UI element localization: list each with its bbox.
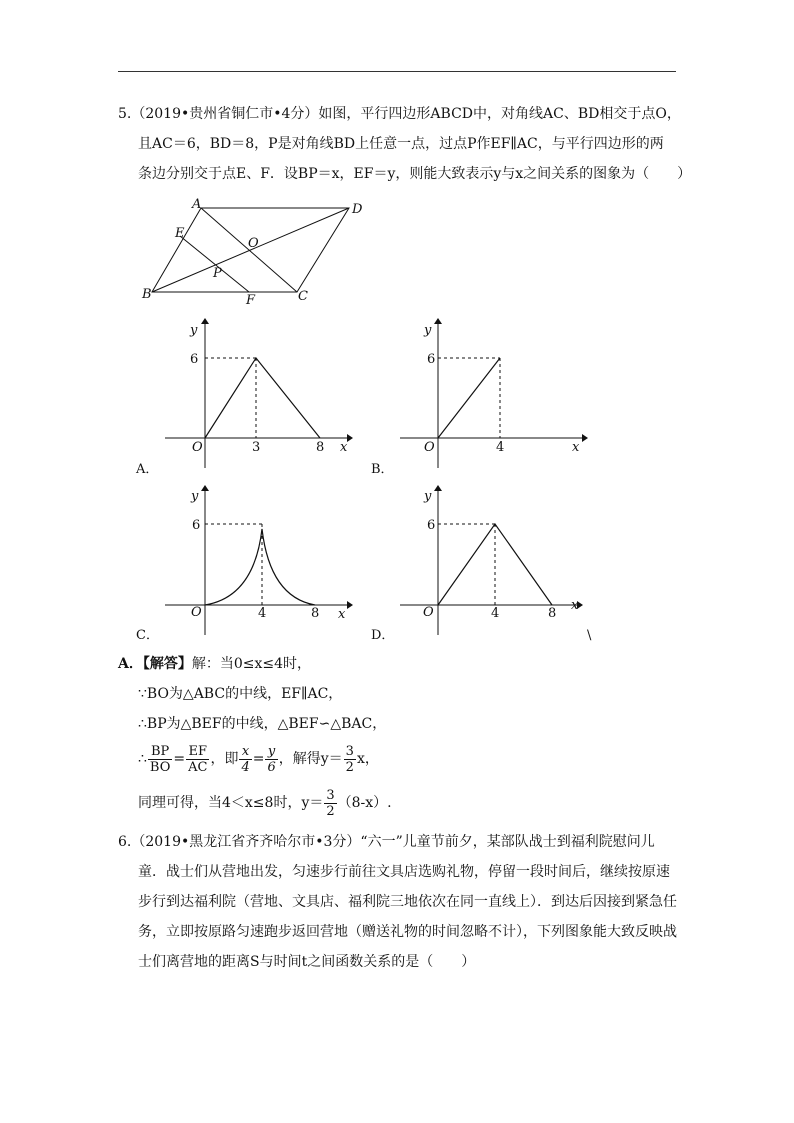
q6-line-2: 童．战士们从营地出发，匀速步行前往文具店选购礼物，停留一段时间后，继续按原速	[138, 864, 670, 880]
header-rule	[118, 71, 676, 72]
graph-c	[130, 485, 360, 645]
fraction-3-2-b	[324, 788, 336, 819]
graph-c-x-tick-1: 4	[258, 606, 267, 621]
graph-d	[365, 485, 605, 645]
graph-b-y-label: y	[424, 323, 432, 338]
fraction-3-2	[344, 744, 356, 775]
label-b: B	[142, 287, 152, 302]
graph-b-curve	[438, 358, 500, 438]
solution-line-3: ∴BP为△BEF的中线，△BEF∽△BAC，	[138, 716, 387, 732]
solution-line-5	[138, 786, 392, 820]
therefore-symbol: ∴	[138, 751, 147, 767]
q5-line-3: 条边分别交于点E、F．设BP＝x，EF＝y，则能大致表示y与x之间关系的图象为（ ）	[138, 166, 692, 182]
graph-a	[130, 318, 360, 478]
option-b-label: B．	[371, 462, 394, 477]
label-d: D	[352, 202, 363, 217]
graph-c-curve	[205, 529, 315, 605]
graph-c-x-tick-2: 8	[311, 606, 320, 621]
option-d-label: D．	[371, 628, 395, 643]
frac-den: 2	[345, 759, 354, 775]
frac-num: y	[265, 744, 277, 760]
graph-d-x-tick-2: 8	[548, 606, 557, 621]
graph-d-x-tick-1: 4	[491, 606, 500, 621]
graph-d-origin: O	[423, 605, 434, 620]
graph-d-y-label: y	[424, 489, 432, 504]
fraction-y-6	[265, 744, 277, 775]
frac-den: 4	[241, 759, 250, 775]
label-e: E	[175, 226, 185, 241]
text-tail: （8-x）.	[337, 795, 392, 811]
graph-a-origin: O	[192, 440, 203, 455]
solution-line-4	[138, 742, 379, 776]
solution-line-1	[118, 654, 311, 674]
graph-a-x-tick-2: 8	[316, 440, 325, 455]
frac-num: 3	[345, 743, 354, 759]
graph-b-y-tick: 6	[427, 352, 436, 367]
graph-b-x-label: x	[572, 440, 580, 455]
graph-c-y-tick: 6	[192, 518, 201, 533]
parallelogram-figure	[130, 192, 380, 310]
text-solve: ，解得y＝	[278, 751, 343, 767]
frac-den: AC	[188, 759, 208, 775]
graph-a-curve	[205, 358, 320, 438]
equals-sign: =	[252, 751, 265, 767]
graph-a-x-label: x	[340, 440, 348, 455]
graph-a-x-tick-1: 3	[252, 440, 261, 455]
fraction-ef-ac	[186, 744, 209, 775]
graph-c-origin: O	[191, 605, 202, 620]
answer-label: A．	[118, 656, 143, 672]
q5-line-2: 且AC＝6，BD＝8，P是对角线BD上任意一点，过点P作EF∥AC，与平行四边形的两	[138, 136, 664, 152]
label-p: P	[213, 266, 222, 281]
graph-b-x-tick-1: 4	[496, 440, 505, 455]
segment-ef	[180, 236, 249, 292]
frac-num: BP	[148, 744, 172, 760]
graph-a-y-tick: 6	[190, 352, 199, 367]
label-c: C	[298, 289, 308, 304]
label-o: O	[248, 236, 259, 251]
graph-d-y-tick: 6	[427, 518, 436, 533]
frac-den: 2	[326, 803, 335, 819]
frac-den: BO	[149, 759, 171, 775]
graph-b	[365, 318, 595, 478]
frac-num: 3	[326, 787, 335, 803]
graph-c-y-label: y	[191, 489, 199, 504]
text-ji: ，即	[210, 751, 239, 767]
frac-num: x	[239, 744, 251, 760]
text-tail: x，	[356, 751, 379, 767]
label-f: F	[246, 293, 256, 308]
text-similarly: 同理可得，当4＜x≤8时，y＝	[138, 795, 324, 811]
solution-tag: 【解答】	[142, 656, 192, 672]
graph-a-y-label: y	[190, 323, 198, 338]
graph-d-x-label: x	[571, 598, 579, 613]
q6-line-1: 6.（2019•黑龙江省齐齐哈尔市•3分）“六一”儿童节前夕，某部队战士到福利院慰问儿	[118, 834, 655, 850]
option-c-label: C．	[136, 628, 159, 643]
equals-sign: =	[173, 751, 186, 767]
fraction-bp-bo	[148, 744, 172, 775]
q5-line-1: 5.（2019•贵州省铜仁市•4分）如图，平行四边形ABCD中，对角线AC、BD相交于点O，	[118, 106, 681, 122]
q6-line-4: 务，立即按原路匀速跑步返回营地（赠送礼物的时间忽略不计），下列图象能大致反映战	[138, 924, 677, 940]
frac-den: 6	[267, 759, 276, 775]
stray-backslash: \	[587, 628, 592, 643]
frac-num: EF	[186, 744, 209, 760]
graph-b-origin: O	[424, 440, 435, 455]
q6-line-3: 步行到达福利院（营地、文具店、福利院三地依次在同一直线上）．到达后因接到紧急任	[138, 894, 677, 910]
solution-line-2: ∵BO为△ABC的中线，EF∥AC，	[138, 686, 343, 702]
fraction-x-4	[239, 744, 251, 775]
q6-line-5: 士们离营地的距离S与时间t之间函数关系的是（ ）	[138, 954, 476, 970]
label-a: A	[192, 197, 202, 212]
option-a-label: A．	[136, 462, 159, 477]
solution-line-1-text: 解：当0≤x≤4时，	[191, 656, 312, 672]
graph-c-x-label: x	[338, 607, 346, 622]
